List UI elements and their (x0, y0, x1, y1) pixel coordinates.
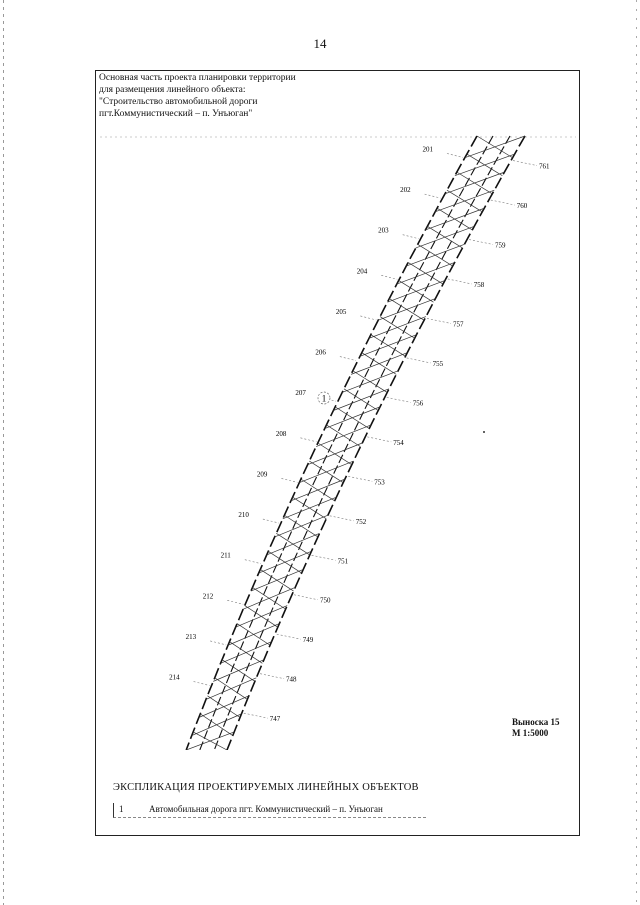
object-marker (318, 392, 330, 404)
point-label-213: 213 (185, 632, 197, 641)
point-label-751: 751 (337, 557, 349, 566)
hatch-line (387, 280, 445, 302)
hatch-line (455, 154, 515, 176)
point-label-759: 759 (495, 241, 506, 250)
leader-line (448, 279, 472, 284)
point-label-202: 202 (400, 186, 411, 195)
point-label-214: 214 (169, 673, 180, 682)
point-label-754: 754 (393, 438, 404, 447)
leader-line (513, 161, 537, 166)
leader-line (194, 682, 210, 686)
leader-line (210, 641, 226, 645)
point-label-750: 750 (319, 596, 331, 605)
callout (512, 717, 560, 739)
leader-line (348, 476, 372, 481)
callout-label: Выноска 15 (512, 717, 560, 727)
leader-line (330, 516, 354, 521)
hatch-line (406, 244, 464, 266)
hatch-line (465, 136, 525, 158)
hatch-line (378, 299, 435, 321)
leader-line (300, 438, 316, 442)
point-label-749: 749 (302, 636, 314, 645)
road-boundary-line (200, 136, 493, 750)
point-label-206: 206 (315, 348, 326, 357)
leader-line (244, 713, 268, 718)
title-line: Основная часть проекта планировки территории (99, 73, 296, 83)
point-label-757: 757 (452, 320, 464, 329)
point-label-211: 211 (220, 551, 231, 560)
point-label-208: 208 (275, 429, 287, 438)
point-label-210: 210 (238, 511, 249, 520)
leader-line (469, 240, 493, 245)
leader-line (447, 153, 463, 157)
callout-scale: М 1:5000 (512, 728, 549, 738)
leader-line (387, 397, 411, 402)
hatch-line (308, 443, 363, 465)
leader-line (263, 519, 279, 523)
road-boundary-line (227, 136, 525, 750)
point-label-748: 748 (286, 675, 297, 684)
leader-line (227, 600, 243, 604)
road-boundary-line (186, 136, 477, 750)
point-label-204: 204 (356, 267, 368, 276)
point-labels (169, 145, 550, 723)
point-label-761: 761 (538, 162, 550, 171)
legend-row (113, 803, 426, 818)
point-label-760: 760 (516, 202, 528, 211)
scan-edge-right (636, 0, 637, 905)
point-label-207: 207 (295, 389, 306, 398)
hatch-line (275, 515, 328, 537)
point-label-747: 747 (269, 715, 281, 724)
hatch-line (416, 226, 475, 248)
leader-line (260, 674, 284, 679)
leader-line (277, 634, 301, 639)
hatch-line (342, 371, 398, 393)
point-label-209: 209 (256, 470, 268, 479)
title-block (99, 72, 329, 120)
point-label-205: 205 (335, 307, 347, 316)
title-line: для размещения линейного объекта: (99, 85, 246, 95)
scan-edge-left (3, 0, 4, 905)
title-line: пгт.Коммунистический – п. Унъюган" (99, 109, 253, 119)
leader-line (312, 555, 336, 560)
leader-line (403, 235, 419, 239)
hatch-line (435, 190, 494, 212)
hatch-line (397, 262, 455, 284)
point-label-203: 203 (378, 226, 389, 235)
title-line: "Строительство автомобильной дороги (99, 97, 258, 107)
point-label-212: 212 (202, 592, 214, 601)
leader-line (245, 560, 261, 564)
road-corridor (186, 136, 525, 750)
leader-line (340, 357, 356, 361)
object-marker-label: 1 (321, 393, 327, 404)
point-label-201: 201 (422, 145, 433, 154)
leader-line (407, 358, 431, 363)
point-label-758: 758 (473, 280, 485, 289)
page-number: 14 (313, 36, 327, 51)
hatch-line (445, 172, 504, 194)
point-label-756: 756 (412, 399, 424, 408)
road-map (100, 128, 576, 750)
hatch-line (425, 208, 484, 230)
leader-line (367, 437, 391, 442)
leader-line (425, 194, 441, 198)
leader-line (381, 275, 397, 279)
legend-title: ЭКСПЛИКАЦИЯ ПРОЕКТИРУЕМЫХ ЛИНЕЙНЫХ ОБЪЕКТОВ (113, 782, 419, 793)
stray-dot (483, 431, 485, 433)
leader-line (360, 316, 376, 320)
leader-line (491, 200, 515, 205)
point-label-753: 753 (374, 478, 385, 487)
map-area (100, 128, 576, 750)
point-label-755: 755 (432, 359, 444, 368)
point-label-752: 752 (355, 517, 367, 526)
leader-line (281, 478, 297, 482)
legend-item-name: Автомобильная дорога пгт. Коммунистический – п. Унъюган (149, 804, 383, 814)
leader-line (294, 595, 318, 600)
leader-line (427, 318, 451, 323)
legend-item-number: 1 (119, 804, 124, 814)
